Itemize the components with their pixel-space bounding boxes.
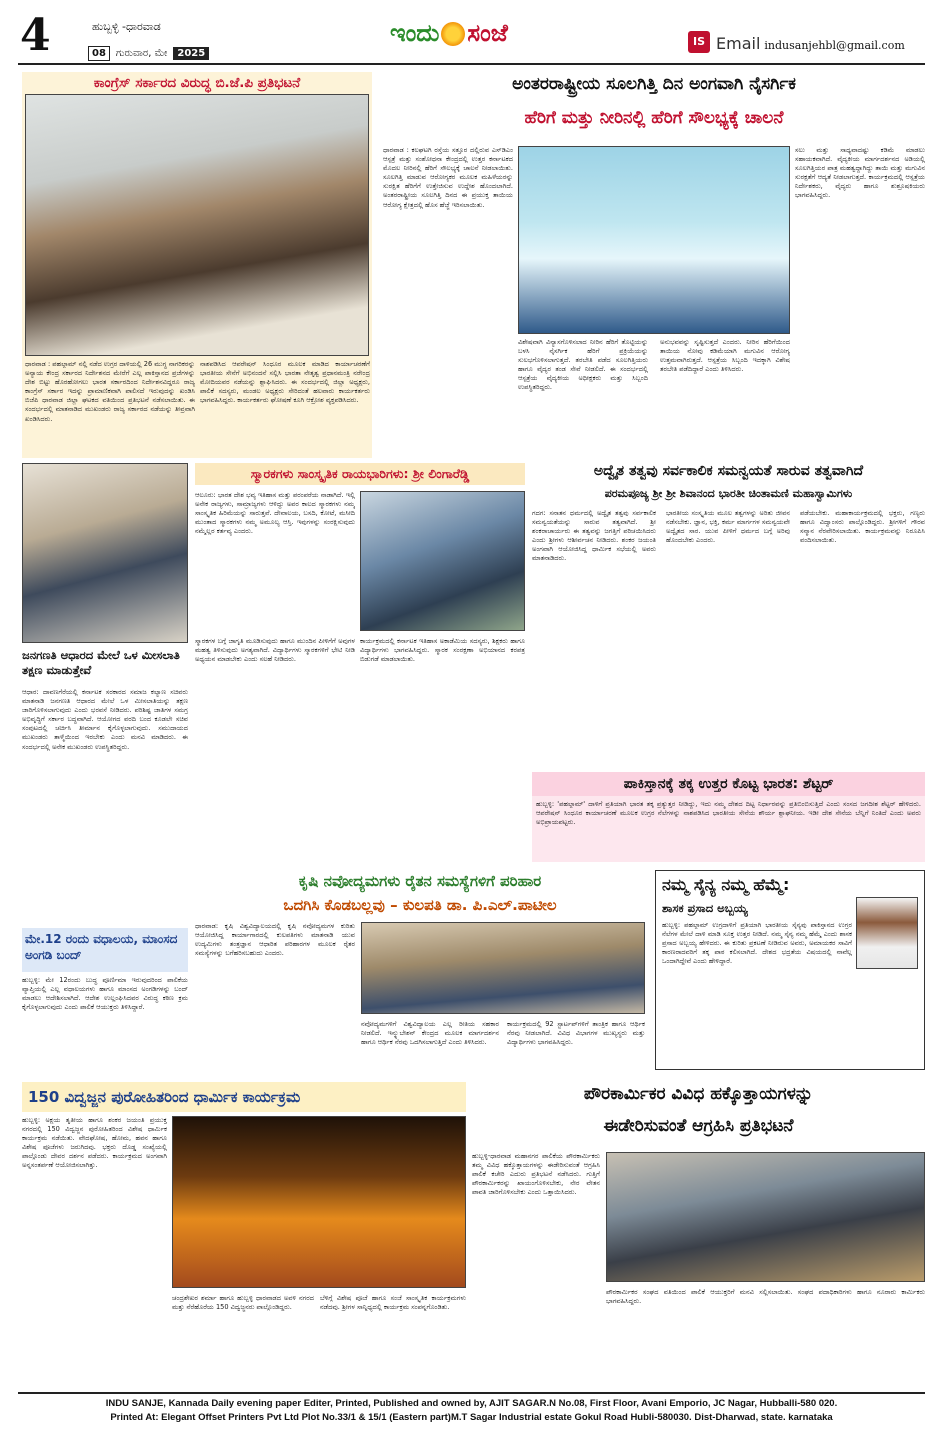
article-sainya bbox=[655, 870, 925, 1070]
page-number: 4 bbox=[20, 10, 51, 61]
email-address: indusanjehbl@gmail.com bbox=[764, 39, 905, 52]
article-shettar bbox=[532, 772, 925, 862]
headline-line2: ಹೆರಿಗೆ ಮತ್ತು ನೀರಿನಲ್ಲಿ ಹೆರಿಗೆ ಸೌಲಭ್ಯಕ್ಕೆ ಚಾಲನೆ bbox=[524, 108, 784, 128]
email-label: Email bbox=[716, 34, 761, 53]
article-congress-protest bbox=[22, 72, 372, 458]
article-pourakarmika bbox=[472, 1082, 925, 1387]
mla-portrait-photo bbox=[856, 897, 918, 969]
article-body-col2: ಚಂದ್ರಶೇಖರ ಶರ್ಮಾ ಹಾಗೂ ಹುಬ್ಬಳ್ಳಿ ಧಾರವಾಡದ ಅವಳಿ ನಗರದ ಮತ್ತು ನೆರೆಹೊರೆಯ 150 ವಿದ್ವಜ್ಜನರು ಪಾಲ್ಗೊಂಡಿದ್ದರು. bbox=[172, 1294, 314, 1312]
is-logo-icon: IS bbox=[688, 31, 710, 53]
article-body-col2: ನವೋದ್ಯಮಗಳಿಗೆ ವಿಶ್ವವಿದ್ಯಾಲಯ ಎಲ್ಲ ರೀತಿಯ ಸಹಕಾರ ನೀಡಲಿದೆ. ಇನ್ಕ್ಯುಬೇಶನ್ ಕೇಂದ್ರದ ಮೂಲಕ ಮಾರ್ಗದರ್ಶನ ಹಾಗೂ ಆರ್ಥಿಕ ನೆರವು ಒದಗಿಸಲಾಗುತ್ತಿದೆ ಎಂದು ತಿಳಿಸಿದರು. bbox=[361, 1020, 499, 1047]
ritual-ceremony-photo bbox=[172, 1116, 466, 1288]
article-body-col1: ಧಾರವಾಡ : ಕಲಘಟಗಿ ರಸ್ತೆಯ ಸತ್ತೂರ ದಲ್ಲಿರುವ ಎಸ್‌ಡಿಎಂ ಆಸ್ಪತ್ರೆ ಮತ್ತು ಸಂಶೋಧನಾ ಕೇಂದ್ರದಲ್ಲಿ ಉತ್ತರ ಕರ್ನಾಟಕದ ಮೊದಲ ನೀರಿನಲ್ಲಿ ಹೆರಿಗೆ ಸೌಲಭ್ಯಕ್ಕೆ ಚಾಲನೆ ನೀಡಲಾಯಿತು. ಸೂಲಗಿತ್ತಿ ಮಾಡುವ ಆರೋಗ್ಯಕರ ಮೂಲಕ ಮಹಿಳೆಯರನ್ನು ಸುರಕ್ಷಿತ ಹೆರಿಗೆಗೆ ಉತ್ತೇಜಿಸುವ ಉದ್ದೇಶ ಹೊಂದಲಾಗಿದೆ. ಅಂತರರಾಷ್ಟ್ರೀಯ ಸೂಲಗಿತ್ತಿ ದಿನದ ಈ ಪ್ರಯುಕ್ತ ತಾಯಿಯ ಆರೋಗ್ಯ ಕ್ಷೇತ್ರದಲ್ಲಿ ಹೊಸ ಹೆಜ್ಜೆ ಇರಿಸಲಾಯಿತು. bbox=[383, 146, 513, 209]
headline: 150 ವಿದ್ವಜ್ಜನ ಪುರೋಹಿತರಿಂದ ಧಾರ್ಮಿಕ ಕಾರ್ಯಕ್ರಮ bbox=[22, 1082, 466, 1112]
article-lead bbox=[383, 72, 925, 456]
memorial-event-photo bbox=[360, 491, 525, 631]
article-lingareddy bbox=[195, 463, 525, 863]
headline: ಕಾಂಗ್ರೆಸ್ ಸರ್ಕಾರದ ವಿರುದ್ಧ ಬಿ.ಜೆ.ಪಿ ಪ್ರತಿಭಟನೆ bbox=[93, 75, 301, 91]
footer bbox=[18, 1397, 925, 1437]
logo-text-right: ಸಂಜೆ bbox=[467, 19, 508, 47]
headline: ಪಾಕಿಸ್ತಾನಕ್ಕೆ ತಕ್ಕ ಉತ್ತರ ಕೊಟ್ಟ ಭಾರತ: ಶೆಟ್ಟರ್ bbox=[532, 772, 925, 796]
article-body-col1: ಧಾರವಾಡ : ಪಹಲ್ಗಾಮ್ ನಲ್ಲಿ ನಡೆದ ಉಗ್ರರ ದಾಳಿಯಲ್ಲಿ 26 ಮುಗ್ಧ ನಾಗರಿಕರನ್ನು ಅನ್ಯಾಯ ಕೇಂದ್ರ ಸರ್ಕಾರದ ನಿರ್ದೇಶನದ ಮೇರೆಗೆ ಎಲ್ಲ ಪಾಕಿಸ್ತಾನದ ಪ್ರಜೆಗಳನ್ನು ದೇಶ ಬಿಟ್ಟು ಹೊರಹೋಗಲು ಭಾರತ ಸರ್ಕಾರದಿಂದ ನಿರ್ದೇಶನವಿದ್ದರೂ ರಾಜ್ಯ ಕಾಂಗ್ರೆಸ್ ಸರ್ಕಾರ ಇದನ್ನು ಪ್ರಾಮಾಣಿಕವಾಗಿ ಪಾಲಿಸದೆ ಇರುವುದನ್ನು ಖಂಡಿಸಿ ಬಿಜೆಪಿ ಧಾರವಾಡ ಜಿಲ್ಲಾ ಘಟಕದ ವತಿಯಿಂದ ಪ್ರತಿಭಟನೆ ನಡೆಸಲಾಯಿತು. ಈ ಸಂದರ್ಭದಲ್ಲಿ ಮಾತನಾಡಿದ ಮುಖಂಡರು ರಾಜ್ಯ ಸರ್ಕಾರದ ನಡೆಯನ್ನು ತೀವ್ರವಾಗಿ ಖಂಡಿಸಿದರು. bbox=[25, 360, 195, 423]
article-body-col1: ಹುಬ್ಬಳ್ಳಿ: ಅಕ್ಷಯ ತೃತೀಯ ಹಾಗೂ ಶಂಕರ ಜಯಂತಿ ಪ್ರಯುಕ್ತ ನಗರದಲ್ಲಿ 150 ವಿದ್ವಜ್ಜನ ಪುರೋಹಿತರಿಂದ ವಿಶೇಷ ಧಾರ್ಮಿಕ ಕಾರ್ಯಕ್ರಮ ನಡೆಯಿತು. ವೇದಘೋಷ, ಹೋಮ, ಹವನ ಹಾಗೂ ವಿಶೇಷ ಪೂಜೆಗಳು ಜರುಗಿದವು. ಭಕ್ತರು ದೊಡ್ಡ ಸಂಖ್ಯೆಯಲ್ಲಿ ಪಾಲ್ಗೊಂಡು ದೇವರ ದರ್ಶನ ಪಡೆದರು. ಕಾರ್ಯಕ್ರಮದ ಅಂಗವಾಗಿ ಅನ್ನಸಂತರ್ಪಣೆ ಆಯೋಜಿಸಲಾಗಿತ್ತು. bbox=[22, 1116, 167, 1170]
headline: ನಮ್ಮ ಸೈನ್ಯ ನಮ್ಮ ಹೆಮ್ಮೆ: bbox=[662, 875, 790, 894]
masthead bbox=[0, 0, 945, 64]
article-body-col1: ಧಾರವಾಡ: ಕೃಷಿ ವಿಶ್ವವಿದ್ಯಾಲಯದಲ್ಲಿ ಕೃಷಿ ನವೋದ್ಯಮಗಳ ಕುರಿತು ಆಯೋಜಿಸಿದ್ದ ಕಾರ್ಯಾಗಾರದಲ್ಲಿ ಕುಲಪತಿಗಳು ಮಾತನಾಡಿ ಯುವ ಉದ್ಯಮಿಗಳು ತಂತ್ರಜ್ಞಾನ ಆಧಾರಿತ ಪರಿಹಾರಗಳ ಮೂಲಕ ರೈತರ ಸಮಸ್ಯೆಗಳನ್ನು ಬಗೆಹರಿಸಬಹುದು ಎಂದರು. bbox=[195, 922, 355, 958]
logo bbox=[390, 18, 508, 49]
headline-line2: ಒದಗಿಸಿ ಕೊಡಬಲ್ಲವು – ಕುಲಪತಿ ಡಾ. ಪಿ.ಎಲ್.ಪಾಟೀಲ bbox=[283, 896, 557, 914]
article-body-col3: ಕಾರ್ಯಕ್ರಮದಲ್ಲಿ 92 ಸ್ಟಾರ್ಟಪ್‌ಗಳಿಗೆ ತಾಂತ್ರಿಕ ಹಾಗೂ ಆರ್ಥಿಕ ನೆರವು ನೀಡಲಾಗಿದೆ. ವಿವಿಧ ವಿಭಾಗಗಳ ಮುಖ್ಯಸ್ಥರು ಮತ್ತು ವಿದ್ಯಾರ್ಥಿಗಳು ಭಾಗವಹಿಸಿದ್ದರು. bbox=[507, 1020, 645, 1047]
article-body-col1: ಹುಬ್ಬಳ್ಳಿ-ಧಾರವಾಡ ಮಹಾನಗರ ಪಾಲಿಕೆಯ ಪೌರಕಾರ್ಮಿಕರು ತಮ್ಮ ವಿವಿಧ ಹಕ್ಕೊತ್ತಾಯಗಳನ್ನು ಈಡೇರಿಸುವಂತೆ ಆಗ್ರಹಿಸಿ ಪಾಲಿಕೆ ಕಚೇರಿ ಎದುರು ಪ್ರತಿಭಟನೆ ನಡೆಸಿದರು. ಗುತ್ತಿಗೆ ಪೌರಕಾರ್ಮಿಕರನ್ನು ಖಾಯಂಗೊಳಿಸಬೇಕು, ನೇರ ವೇತನ ಪಾವತಿ ಜಾರಿಗೊಳಿಸಬೇಕು ಎಂದು ಒತ್ತಾಯಿಸಿದರು. bbox=[472, 1152, 600, 1197]
masthead-rule bbox=[18, 63, 925, 65]
footer-imprint-line1: INDU SANJE, Kannada Daily evening paper Editer, Printed, Published and owned by, AJIT SAGAR.N No.08, First Floor, Avani Emporio, JC Nagar, Hubballi-580 020. bbox=[105, 1398, 838, 1409]
city-label: ಹುಬ್ಬಳ್ಳಿ -ಧಾರವಾಡ bbox=[92, 20, 161, 33]
article-body-col3: ಕಾರ್ಯಕ್ರಮದಲ್ಲಿ ಕರ್ನಾಟಕ ಇತಿಹಾಸ ಅಕಾಡೆಮಿಯ ಸದಸ್ಯರು, ಶಿಕ್ಷಕರು ಹಾಗೂ ವಿದ್ಯಾರ್ಥಿಗಳು ಭಾಗವಹಿಸಿದ್ದರು. ಸ್ಮಾರಕ ಸಂರಕ್ಷಣಾ ಅಭಿಯಾನದ ಕರಪತ್ರ ಬಿಡುಗಡೆ ಮಾಡಲಾಯಿತು. bbox=[360, 637, 525, 664]
article-body-col1: ಗದಗ: ಸನಾತನ ಧರ್ಮದಲ್ಲಿ ಅದ್ವೈತ ತತ್ವವು ಸರ್ವಕಾಲಿಕ ಸಮನ್ವಯತೆಯನ್ನು ಸಾರುವ ತತ್ವವಾಗಿದೆ. ಶ್ರೀ ಶಂಕರಾಚಾರ್ಯರು ಈ ತತ್ವವನ್ನು ಜಗತ್ತಿಗೆ ಪರಿಚಯಿಸಿದರು ಎಂದು ಶ್ರೀಗಳು ಆಶೀರ್ವಚನ ನೀಡಿದರು. ಶಂಕರ ಜಯಂತಿ ಅಂಗವಾಗಿ ಆಯೋಜಿಸಿದ್ದ ಧಾರ್ಮಿಕ ಸಭೆಯಲ್ಲಿ ಅವರು ಮಾತನಾಡಿದರು. bbox=[532, 509, 656, 563]
article-body-col4: ಸಲು ಮತ್ತು ಸಾಧ್ಯವಾದಷ್ಟು ಕಡಿಮೆ ಮಾಡಲು ಸಹಾಯಕವಾಗಿದೆ. ವೈದ್ಯಕೀಯ ಮಾರ್ಗದರ್ಶನದ ಅಡಿಯಲ್ಲಿ ಸೂಲಗಿತ್ತಿಯರ ಪಾತ್ರ ಮಹತ್ವದ್ದಾಗಿದ್ದು ತಾಯಿ ಮತ್ತು ಮಗುವಿನ ಸುರಕ್ಷತೆಗೆ ಆದ್ಯತೆ ನೀಡಲಾಗುತ್ತದೆ. ಕಾರ್ಯಕ್ರಮದಲ್ಲಿ ಆಸ್ಪತ್ರೆಯ ನಿರ್ದೇಶಕರು, ವೈದ್ಯರು ಹಾಗೂ ಶುಶ್ರೂಷಕಿಯರು ಭಾಗವಹಿಸಿದ್ದರು. bbox=[795, 146, 925, 200]
email-block bbox=[716, 34, 905, 55]
agri-workshop-photo bbox=[361, 922, 645, 1014]
date-weekday: ಗುರುವಾರ, ಮೇ bbox=[115, 47, 168, 59]
headline-line2: ಈಡೇರಿಸುವಂತೆ ಆಗ್ರಹಿಸಿ ಪ್ರತಿಭಟನೆ bbox=[603, 1116, 794, 1136]
footer-rule bbox=[18, 1392, 925, 1394]
headline-line1: ಅಂತರರಾಷ್ಟ್ರೀಯ ಸೂಲಗಿತ್ತಿ ದಿನ ಅಂಗವಾಗಿ ನೈಸರ್ಗಿಕ bbox=[512, 74, 796, 94]
minister-meeting-photo bbox=[22, 463, 188, 643]
article-purohit bbox=[22, 1082, 466, 1387]
article-body-col3: ಪಡೆಯಬೇಕು. ಮಹಾಕಾರ್ಯಕ್ರಮದಲ್ಲಿ ಭಕ್ತರು, ಗಣ್ಯರು ಹಾಗೂ ವಿದ್ವಾಂಸರು ಪಾಲ್ಗೊಂಡಿದ್ದರು. ಶ್ರೀಗಳಿಗೆ ಗೌರವ ಸನ್ಮಾನ ನೆರವೇರಿಸಲಾಯಿತು. ಕಾರ್ಯಕ್ರಮವನ್ನು ನಿರೂಪಿಸಿ ವಂದಿಸಲಾಯಿತು. bbox=[800, 509, 925, 545]
article-body: ಆಧಾರ: ದಾವಣಗೆರೆಯಲ್ಲಿ ಕರ್ನಾಟಕ ಸರಕಾರದ ಸಮಾಜ ಕಲ್ಯಾಣ ಸಚಿವರು ಮಾತನಾಡಿ ಜನಗಣತಿ ಆಧಾರದ ಮೇಲೆ ಒಳ ಮೀಸಲಾತಿಯನ್ನು ತಕ್ಷಣ ಜಾರಿಗೊಳಿಸಲಾಗುವುದು ಎಂದು ಭರವಸೆ ನೀಡಿದರು. ಪರಿಶಿಷ್ಟ ಜಾತಿಗಳ ಸಮಗ್ರ ಅಭಿವೃದ್ಧಿಗೆ ಸರ್ಕಾರ ಬದ್ಧವಾಗಿದೆ. ಆಯೋಗದ ವರದಿ ಬಂದ ಕೂಡಲೇ ಸಚಿವ ಸಂಪುಟದಲ್ಲಿ ಚರ್ಚಿಸಿ ತೀರ್ಮಾನ ಕೈಗೊಳ್ಳಲಾಗುವುದು. ಸಮುದಾಯದ ಮುಖಂಡರು ತಾಳ್ಮೆಯಿಂದ ಇರಬೇಕು ಎಂದು ಮನವಿ ಮಾಡಿದರು. ಈ ಸಂದರ್ಭದಲ್ಲಿ ಅನೇಕ ಮುಖಂಡರು ಉಪಸ್ಥಿತರಿದ್ದರು. bbox=[22, 688, 188, 751]
article-body-col3: ಅನುಭವವನ್ನು ಸೃಷ್ಟಿಸುತ್ತದೆ ಎಂದರು. ನೀರಿನ ಹೆರಿಗೆಯಿಂದ ತಾಯಿಯ ನೋವು ಕಡಿಮೆಯಾಗಿ ಮಗುವಿನ ಆರೋಗ್ಯ ಉತ್ತಮವಾಗಿರುತ್ತದೆ. ಆಸ್ಪತ್ರೆಯ ಸಿಬ್ಬಂದಿ ಇದಕ್ಕಾಗಿ ವಿಶೇಷ ತರಬೇತಿ ಪಡೆದಿದ್ದಾರೆ ಎಂದು ತಿಳಿಸಿದರು. bbox=[660, 338, 790, 374]
headline: ಜನಗಣತಿ ಆಧಾರದ ಮೇಲೆ ಒಳ ಮೀಸಲಾತಿ ತಕ್ಷಣ ಮಾಡುತ್ತೇವೆ bbox=[22, 648, 180, 677]
date-day: 08 bbox=[88, 46, 110, 61]
article-body-col2: ನಾಶಪಡಿಸಿದ ಆಪರೇಷನ್ ಸಿಂಧೂರ ಮೂಲಕ ಮಾಡಿದ ಕಾರ್ಯಾಚರಣೆಗೆ ಭಾರತೀಯ ಸೇನೆಗೆ ಅಭಿನಂದನೆ ಸಲ್ಲಿಸಿ ಭಾರತಾ ನೇತೃತ್ವ ಪ್ರಧಾನಮಂತ್ರಿ ನರೇಂದ್ರ ಮೋದಿಯವರ ನಡೆಯನ್ನು ಶ್ಲಾಘಿಸಿದರು. ಈ ಸಂದರ್ಭದಲ್ಲಿ ಜಿಲ್ಲಾ ಅಧ್ಯಕ್ಷರು, ಪಾಲಿಕೆ ಸದಸ್ಯರು, ಮಂಡಲ ಅಧ್ಯಕ್ಷರು ಸೇರಿದಂತೆ ಹಲವಾರು ಕಾರ್ಯಕರ್ತರು ಭಾಗವಹಿಸಿದ್ದರು. ಕಾರ್ಯಕರ್ತರು ಘೋಷಣೆ ಕೂಗಿ ಆಕ್ರೋಶ ವ್ಯಕ್ತಪಡಿಸಿದರು. bbox=[200, 360, 370, 405]
subhead: ಶಾಸಕ ಪ್ರಸಾದ ಅಬ್ಬಯ್ಯ bbox=[662, 901, 748, 915]
logo-text-left: ಇಂದು bbox=[390, 19, 440, 47]
article-advaita bbox=[532, 463, 925, 763]
headline: ಸ್ಮಾರಕಗಳು ಸಾಂಸ್ಕೃತಿಕ ರಾಯಭಾರಿಗಳು: ಶ್ರೀ ಲಿಂಗಾರೆಡ್ಡಿ bbox=[195, 463, 525, 485]
article-body-col2: ಭಾರತೀಯ ಸಂಸ್ಕೃತಿಯ ಮೂಲ ತತ್ವಗಳನ್ನು ಅರಿತು ಜೀವನ ನಡೆಸಬೇಕು. ಜ್ಞಾನ, ಭಕ್ತಿ, ಕರ್ಮ ಮಾರ್ಗಗಳ ಸಮನ್ವಯವೇ ಅದ್ವೈತದ ಸಾರ. ಯುವ ಪೀಳಿಗೆ ಧರ್ಮದ ಬಗ್ಗೆ ಅರಿವು ಹೊಂದಬೇಕು ಎಂದರು. bbox=[666, 509, 790, 545]
article-body-col1: ಆಲೂರು: ಭಾರತ ದೇಶ ಭವ್ಯ ಇತಿಹಾಸ ಮತ್ತು ಪರಂಪರೆಯ ನಾಡಾಗಿದೆ. ಇಲ್ಲಿ ಅನೇಕ ರಾಜ್ಯಗಳು, ಸಾಮ್ರಾಜ್ಯಗಳು ಆಳಿದ್ದು ಅವರ ಕಾಲದ ಸ್ಮಾರಕಗಳು ನಮ್ಮ ಸಾಂಸ್ಕೃತಿಕ ಹಿರಿಮೆಯನ್ನು ಸಾರುತ್ತವೆ. ದೇವಾಲಯ, ಬಸದಿ, ಕೋಟೆ, ಮಸೀದಿ ಮುಂತಾದ ಸ್ಮಾರಕಗಳು ನಮ್ಮ ಅಮೂಲ್ಯ ಆಸ್ತಿ. ಇವುಗಳನ್ನು ಸಂರಕ್ಷಿಸುವುದು ನಮ್ಮೆಲ್ಲರ ಕರ್ತವ್ಯ ಎಂದರು. bbox=[195, 491, 355, 536]
subhead: ಪರಮಪೂಜ್ಯ ಶ್ರೀ ಶ್ರೀ ಶಿವಾನಂದ ಭಾರತೀ ಚಿಂತಾಮಣಿ ಮಹಾಸ್ವಾಮಿಗಳು bbox=[604, 487, 853, 500]
article-vadhalaya bbox=[22, 928, 188, 1068]
article-body: ಹುಬ್ಬಳ್ಳಿ: ಪಹಲ್ಗಾಮ್ ಉಗ್ರದಾಳಿಗೆ ಪ್ರತಿಯಾಗಿ ಭಾರತೀಯ ಸೈನ್ಯವು ಪಾಕಿಸ್ತಾನದ ಉಗ್ರರ ನೆಲೆಗಳ ಮೇಲೆ ದಾಳಿ ಮಾಡಿ ಸೂಕ್ತ ಉತ್ತರ ನೀಡಿದೆ. ನಮ್ಮ ಸೈನ್ಯ ನಮ್ಮ ಹೆಮ್ಮೆ ಎಂದು ಶಾಸಕ ಪ್ರಸಾದ ಅಬ್ಬಯ್ಯ ಹೇಳಿದರು. ಈ ಕುರಿತು ಪ್ರಕಟಣೆ ನೀಡಿರುವ ಅವರು, ಅಮಾಯಕರ ಸಾವಿಗೆ ಕಾರಣರಾದವರಿಗೆ ತಕ್ಕ ಪಾಠ ಕಲಿಸಲಾಗಿದೆ. ದೇಶದ ಭದ್ರತೆಯ ವಿಷಯದಲ್ಲಿ ನಾವೆಲ್ಲ ಒಂದಾಗಿದ್ದೇವೆ ಎಂದು ಹೇಳಿದ್ದಾರೆ. bbox=[662, 921, 852, 966]
workers-protest-photo bbox=[606, 1152, 925, 1282]
headline-line1: ಪೌರಕಾರ್ಮಿಕರ ವಿವಿಧ ಹಕ್ಕೊತ್ತಾಯಗಳನ್ನು bbox=[583, 1084, 814, 1104]
article-body: ಹುಬ್ಬಳ್ಳಿ: 'ಪಹಲ್ಗಾಮ್' ದಾಳಿಗೆ ಪ್ರತಿಯಾಗಿ ಭಾರತ ತಕ್ಕ ಪ್ರತ್ಯುತ್ತರ ನೀಡಿದ್ದು, ಇದು ನಮ್ಮ ದೇಶದ ದಿಟ್ಟ ನಿರ್ಧಾರವನ್ನು ಪ್ರತಿಬಿಂಬಿಸುತ್ತಿದೆ ಎಂದು ಸಂಸದ ಜಗದೀಶ ಶೆಟ್ಟರ್ ಹೇಳಿದರು. ಆಪರೇಷನ್ ಸಿಂಧೂರ ಕಾರ್ಯಾಚರಣೆ ಮೂಲಕ ಉಗ್ರರ ನೆಲೆಗಳನ್ನು ನಾಶಪಡಿಸಿದ ಭಾರತೀಯ ಸೇನೆಯ ಶೌರ್ಯ ಶ್ಲಾಘನೀಯ. ಇಡೀ ದೇಶ ಸೇನೆಯ ಬೆನ್ನಿಗೆ ನಿಂತಿದೆ ಎಂದು ಅವರು ಅಭಿಪ್ರಾಯಪಟ್ಟರು. bbox=[536, 800, 921, 827]
protest-photo bbox=[25, 94, 369, 356]
date-bar bbox=[88, 45, 263, 61]
article-body-col2: ಪೌರಕಾರ್ಮಿಕರ ಸಂಘದ ವತಿಯಿಂದ ಪಾಲಿಕೆ ಆಯುಕ್ತರಿಗೆ ಮನವಿ ಸಲ್ಲಿಸಲಾಯಿತು. ಸಂಘದ ಪದಾಧಿಕಾರಿಗಳು ಹಾಗೂ ನೂರಾರು ಕಾರ್ಮಿಕರು ಭಾಗವಹಿಸಿದ್ದರು. bbox=[606, 1288, 925, 1306]
article-body: ಹುಬ್ಬಳ್ಳಿ: ಮೇ 12ರಂದು ಬುದ್ಧ ಪೂರ್ಣಿಮಾ ಇರುವುದರಿಂದ ಪಾಲಿಕೆಯ ವ್ಯಾಪ್ತಿಯಲ್ಲಿ ಎಲ್ಲ ವಧಾಲಯಗಳು ಹಾಗೂ ಮಾಂಸದ ಅಂಗಡಿಗಳನ್ನು ಬಂದ್ ಮಾಡಲು ಆದೇಶಿಸಲಾಗಿದೆ. ಆದೇಶ ಉಲ್ಲಂಘಿಸಿದವರ ವಿರುದ್ಧ ಕಠಿಣ ಕ್ರಮ ಕೈಗೊಳ್ಳಲಾಗುವುದು ಎಂದು ಪಾಲಿಕೆ ಆಯುಕ್ತರು ತಿಳಿಸಿದ್ದಾರೆ. bbox=[22, 976, 188, 1012]
headline-line1: ಕೃಷಿ ನವೋದ್ಯಮಗಳು ರೈತನ ಸಮಸ್ಯೆಗಳಿಗೆ ಪರಿಹಾರ bbox=[298, 872, 542, 890]
footer-imprint-line2: Printed At: Elegant Offset Printers Pvt Ltd Plot No.33/1 & 15/1 (Eastern part)M.T Sagar Industrial estate Gokul Road Hubli-580030. Dist-Dharwad, state. karnataka bbox=[110, 1412, 833, 1424]
article-body-col2: ವಿಶೇಷವಾಗಿ ವಿನ್ಯಾಸಗೊಳಿಸಲಾದ ನೀರಿನ ಹೆರಿಗೆ ತೊಟ್ಟಿಯನ್ನು ಬಳಸಿ ನೈಸರ್ಗಿಕ ಹೆರಿಗೆ ಪ್ರಕ್ರಿಯೆಯನ್ನು ಸುಲಭಗೊಳಿಸಲಾಗುತ್ತದೆ. ತರಬೇತಿ ಪಡೆದ ಸೂಲಗಿತ್ತಿಯರು ಹಾಗೂ ವೈದ್ಯರ ತಂಡ ಸೇವೆ ನೀಡಲಿದೆ. ಈ ಸಂದರ್ಭದಲ್ಲಿ ಆಸ್ಪತ್ರೆಯ ವೈದ್ಯಕೀಯ ಅಧೀಕ್ಷಕರು ಮತ್ತು ಸಿಬ್ಬಂದಿ ಉಪಸ್ಥಿತರಿದ್ದರು. bbox=[518, 338, 648, 392]
article-body-col3: ಬೆಳಿಗ್ಗೆ ವಿಶೇಷ ಪೂಜೆ ಹಾಗೂ ಸಂಜೆ ಸಾಂಸ್ಕೃತಿಕ ಕಾರ್ಯಕ್ರಮಗಳು ನಡೆದವು. ಶ್ರೀಗಳ ಸಾನ್ನಿಧ್ಯದಲ್ಲಿ ಕಾರ್ಯಕ್ರಮ ಸಂಪನ್ನಗೊಂಡಿತು. bbox=[320, 1294, 466, 1312]
water-birth-photo bbox=[518, 146, 790, 334]
headline: ಅದ್ವೈತ ತತ್ವವು ಸರ್ವಕಾಲಿಕ ಸಮನ್ವಯತೆ ಸಾರುವ ತತ್ವವಾಗಿದೆ bbox=[593, 463, 864, 479]
article-krishi bbox=[195, 870, 645, 1070]
article-janagani bbox=[22, 463, 188, 923]
headline: ಮೇ.12 ರಂದು ವಧಾಲಯ, ಮಾಂಸದ ಅಂಗಡಿ ಬಂದ್ bbox=[22, 928, 188, 972]
sun-icon bbox=[441, 22, 465, 46]
article-body-col2: ಸ್ಮಾರಕಗಳ ಬಗ್ಗೆ ಜಾಗೃತಿ ಮೂಡಿಸುವುದು ಹಾಗೂ ಮುಂದಿನ ಪೀಳಿಗೆಗೆ ಅವುಗಳ ಮಹತ್ವ ತಿಳಿಸುವುದು ಅಗತ್ಯವಾಗಿದೆ. ವಿದ್ಯಾರ್ಥಿಗಳು ಸ್ಮಾರಕಗಳಿಗೆ ಭೇಟಿ ನೀಡಿ ಅಧ್ಯಯನ ಮಾಡಬೇಕು ಎಂದು ಸಲಹೆ ನೀಡಿದರು. bbox=[195, 637, 355, 664]
date-year: 2025 bbox=[173, 47, 209, 60]
